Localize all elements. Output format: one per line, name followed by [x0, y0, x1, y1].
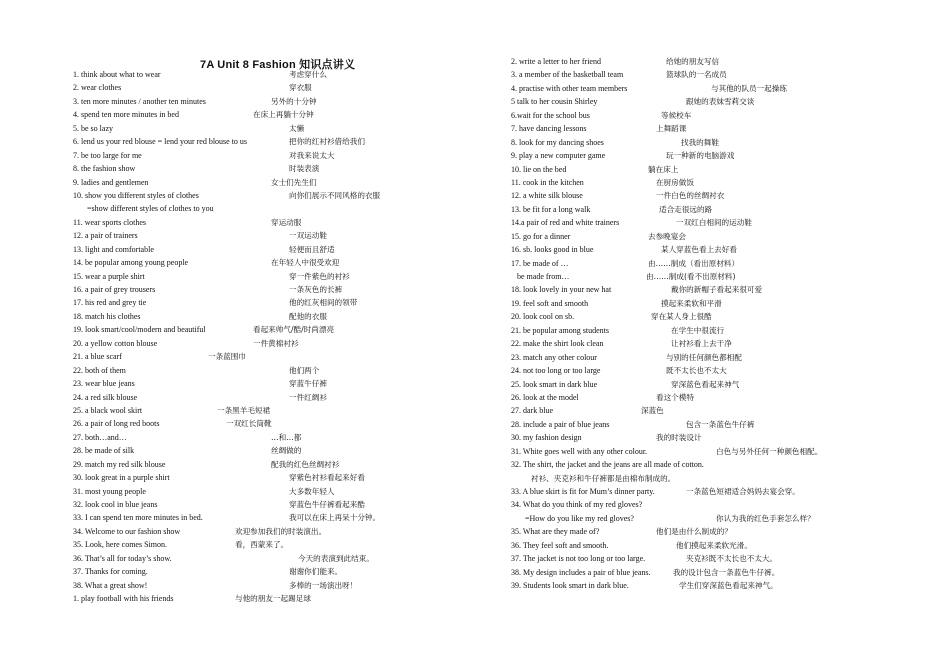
list-item	[73, 525, 473, 538]
phrase-zh: 另外的十分钟	[271, 96, 317, 106]
phrase-zh: 去参晚宴会	[648, 231, 686, 241]
list-item	[73, 270, 473, 283]
phrase-zh: 篮球队的一名成员	[666, 70, 727, 80]
phrase-en: 5 talk to her cousin Shirley	[511, 97, 598, 107]
phrase-en: 7. be too large for me	[73, 150, 142, 160]
phrase-zh: 穿在某人身上很酷	[651, 312, 712, 322]
list-item	[511, 391, 941, 404]
list-item	[73, 431, 473, 444]
list-item	[73, 511, 473, 524]
phrase-zh: 一双运动鞋	[289, 231, 327, 241]
phrase-zh: 看，西蒙来了。	[235, 540, 289, 550]
list-item	[73, 364, 473, 377]
phrase-zh: 穿衣服	[289, 83, 312, 93]
phrase-en: 38. My design includes a pair of blue jeans.	[511, 567, 651, 577]
list-item	[73, 471, 473, 484]
list-item	[511, 95, 941, 108]
phrase-zh: 一双红白相间的运动鞋	[676, 218, 752, 228]
phrase-en: 35. What are they made of?	[511, 527, 600, 537]
list-item	[73, 323, 473, 336]
phrase-en: 32. The shirt, the jacket and the jeans are all made of cotton.	[511, 460, 704, 470]
phrase-en: 14. be popular among young people	[73, 258, 189, 268]
phrase-zh: 向你们展示不同风格的衣服	[289, 190, 381, 200]
phrase-zh: 他们两个	[289, 365, 320, 375]
phrase-zh: 穿一件紫色的衬衫	[289, 271, 350, 281]
phrase-zh: 轻便而且舒适	[289, 244, 335, 254]
phrase-en: 15. go for a dinner	[511, 231, 571, 241]
phrase-en: 15. wear a purple shirt	[73, 271, 145, 281]
list-item	[73, 498, 473, 511]
list-item	[511, 82, 941, 95]
phrase-zh: 配他的衣服	[289, 311, 327, 321]
list-item	[511, 445, 941, 458]
list-item	[73, 162, 473, 175]
phrase-en: 36. They feel soft and smooth.	[511, 540, 609, 550]
phrase-en: 27. dark blue	[511, 406, 553, 416]
phrase-en: 26. a pair of long red boots	[73, 419, 160, 429]
phrase-zh: 夹克衫既不太长也不太大。	[686, 554, 778, 564]
phrase-en: 30. my fashion design	[511, 433, 582, 443]
phrase-en: 10. show you different styles of clothes	[73, 190, 199, 200]
phrase-en: 18. look lovely in your new hat	[511, 285, 612, 295]
list-item	[73, 538, 473, 551]
phrase-zh: 上舞蹈课	[656, 124, 687, 134]
phrase-en: 19. look smart/cool/modern and beautiful	[73, 325, 206, 335]
phrase-en: 9. ladies and gentlemen	[73, 177, 149, 187]
phrase-zh: 既不太长也不太大	[666, 366, 727, 376]
list-item	[511, 525, 941, 538]
phrase-zh: 他们是由什么制成的？	[656, 527, 732, 537]
phrase-en: 16. a pair of grey trousers	[73, 285, 156, 294]
phrase-en: 11. wear sports clothes	[73, 217, 147, 227]
phrase-zh: 太懒	[289, 123, 305, 133]
list-item	[511, 404, 941, 417]
phrase-en: 26. look at the model	[511, 392, 579, 402]
list-item	[511, 283, 941, 296]
phrase-zh: 一条蓝围巾	[208, 352, 246, 362]
phrase-zh: 丝绸做的	[271, 446, 302, 456]
phrase-en: 14.a pair of red and white trainers	[511, 218, 620, 228]
phrase-zh: 由……制成(看不出原材料)	[646, 272, 736, 281]
left-column	[73, 68, 473, 606]
phrase-zh: 穿紫色衬衫看起来好看	[289, 473, 365, 483]
phrase-en: 3. ten more minutes / another ten minutes	[73, 96, 206, 106]
phrase-zh: 包含一条蓝色牛仔裤	[686, 419, 755, 429]
list-item	[511, 122, 941, 135]
list-item	[73, 337, 473, 350]
phrase-en: 2. wear clothes	[73, 83, 122, 93]
phrase-en: 10. lie on the bed	[511, 164, 567, 174]
phrase-en: =show different styles of clothes to you	[87, 204, 214, 214]
phrase-zh: 某人穿蓝色看上去好看	[661, 245, 737, 255]
list-item	[73, 417, 473, 430]
phrase-en: 29. match my red silk blouse	[73, 459, 166, 469]
phrase-zh: 摸起来柔软和平滑	[661, 298, 722, 308]
list-item	[511, 418, 941, 431]
phrase-zh: 一件黄棉衬衫	[253, 338, 299, 348]
phrase-en: 30. look great in a purple shirt	[73, 473, 170, 483]
phrase-zh: 一条蓝色短裙适合妈妈去宴会穿。	[686, 487, 800, 496]
phrase-en: 20. look cool on sb.	[511, 312, 575, 322]
phrase-en: 1. think about what to wear	[73, 70, 161, 79]
phrase-zh: 一条黑羊毛短裙	[217, 405, 271, 415]
phrase-en: 22. make the shirt look clean	[511, 339, 604, 349]
phrase-en: 4. practise with other team members	[511, 83, 628, 93]
phrase-en: 13. be fit for a long walk	[511, 204, 591, 214]
phrase-zh: 看起来帅气/酷/时尚漂亮	[253, 325, 335, 335]
phrase-zh: 在厨房做饭	[656, 177, 694, 187]
list-item	[73, 377, 473, 390]
list-item	[511, 55, 941, 68]
phrase-zh: 跟她的表妹雪莉交谈	[686, 97, 755, 107]
phrase-en: 17. be made of …	[511, 258, 569, 268]
phrase-en: 2. write a letter to her friend	[511, 57, 601, 66]
list-item	[73, 108, 473, 121]
phrase-en: 6.wait for the school bus	[511, 110, 590, 120]
phrase-en: 20. a yellow cotton blouse	[73, 338, 158, 348]
phrase-en: 11. cook in the kitchen	[511, 177, 584, 187]
phrase-en: 9. play a new computer game	[511, 151, 606, 161]
phrase-zh: 与别的任何颜色都相配	[666, 352, 742, 362]
phrase-en: 37. The jacket is not too long or too large.	[511, 554, 646, 564]
list-item	[73, 296, 473, 309]
phrase-zh: 把你的红衬衫借给我们	[289, 137, 365, 147]
phrase-zh: 他们摸起来柔软光滑。	[676, 540, 752, 550]
list-item	[511, 68, 941, 81]
list-item	[73, 458, 473, 471]
list-item	[73, 202, 473, 215]
phrase-en: 24. a red silk blouse	[73, 392, 138, 402]
phrase-zh: 对我来说太大	[289, 150, 335, 160]
phrase-en: 38. What a great show!	[73, 580, 148, 590]
phrase-zh: 我的设计包含一条蓝色牛仔裤。	[673, 567, 780, 577]
phrase-en: 36. That’s all for today’s show.	[73, 553, 172, 563]
list-item	[511, 310, 941, 323]
phrase-en: =How do you like my red gloves?	[525, 513, 634, 523]
list-item	[511, 351, 941, 364]
list-item	[511, 579, 941, 592]
phrase-en: 34. What do you think of my red gloves?	[511, 500, 643, 510]
phrase-en: 8. the fashion show	[73, 164, 136, 174]
phrase-zh: 穿深蓝色看起来神气	[671, 379, 740, 389]
list-item	[73, 565, 473, 578]
phrase-zh: 穿运动服	[271, 217, 302, 227]
list-item	[511, 512, 941, 525]
phrase-zh: 深蓝色	[641, 406, 664, 416]
phrase-en: 37. Thanks for coming.	[73, 567, 148, 577]
list-item	[73, 350, 473, 363]
list-item	[511, 485, 941, 498]
phrase-en: 27. both…and…	[73, 432, 127, 442]
phrase-zh: …和…都	[271, 432, 302, 442]
page-title: 7A Unit 8 Fashion 知识点讲义	[200, 59, 356, 71]
phrase-en: 5. be so lazy	[73, 123, 113, 133]
list-item	[511, 189, 941, 202]
list-item	[511, 498, 941, 511]
list-item	[511, 203, 941, 216]
phrase-zh: 谢谢你们能来。	[289, 567, 343, 577]
list-item	[73, 216, 473, 229]
phrase-zh: 大多数年轻人	[289, 486, 335, 496]
phrase-en: 24. not too long or too large	[511, 366, 601, 376]
phrase-zh: 他的红灰相间的领带	[289, 298, 358, 308]
list-item	[73, 256, 473, 269]
phrase-zh: 找我的舞鞋	[681, 137, 719, 147]
list-item	[511, 431, 941, 444]
phrase-zh: 女士们先生们	[271, 177, 317, 187]
list-item	[73, 592, 473, 605]
phrase-en: 25. look smart in dark blue	[511, 379, 598, 389]
list-item	[73, 122, 473, 135]
list-item	[511, 566, 941, 579]
phrase-zh: 我可以在床上再呆十分钟。	[289, 513, 381, 523]
phrase-en: 31. White goes well with any other colour.	[511, 446, 648, 456]
phrase-en: 25. a black wool skirt	[73, 405, 143, 415]
list-item	[73, 404, 473, 417]
phrase-zh: 等候校车	[661, 110, 692, 120]
phrase-en: 3. a member of the basketball team	[511, 70, 624, 80]
list-item	[511, 149, 941, 162]
phrase-zh: 躺在床上	[648, 164, 679, 174]
phrase-en: 34. Welcome to our fashion show	[73, 526, 181, 536]
phrase-zh: 穿蓝牛仔裤	[289, 379, 327, 389]
list-item	[73, 229, 473, 242]
phrase-en: 35. Look, here comes Simon.	[73, 540, 167, 550]
list-item	[73, 189, 473, 202]
phrase-en: be made from…	[517, 272, 570, 281]
phrase-zh: 我的时装设计	[656, 433, 702, 443]
list-item	[73, 310, 473, 323]
list-item	[511, 324, 941, 337]
phrase-zh: 在年轻人中很受欢迎	[271, 258, 340, 268]
list-item	[511, 163, 941, 176]
phrase-zh: 一条灰色的长裤	[289, 285, 343, 294]
list-item	[73, 485, 473, 498]
list-item	[73, 135, 473, 148]
list-item	[511, 136, 941, 149]
list-item	[73, 149, 473, 162]
phrase-en: 23. wear blue jeans	[73, 379, 135, 389]
phrase-zh: 一件红绸衫	[289, 392, 327, 402]
list-item	[511, 257, 941, 270]
phrase-en: 12. a pair of trainers	[73, 231, 138, 241]
phrase-en: 33. A blue skirt is fit for Mum’s dinner party.	[511, 487, 655, 496]
phrase-zh: 给她的朋友写信	[666, 57, 720, 66]
list-item	[511, 539, 941, 552]
phrase-zh: 欢迎参加我们的时装演出。	[235, 526, 327, 536]
phrase-en: 31. most young people	[73, 486, 146, 496]
phrase-zh: 学生们穿深蓝色看起来神气。	[679, 581, 778, 591]
phrase-en: 13. light and comfortable	[73, 244, 154, 254]
list-item	[511, 337, 941, 350]
phrase-en: 18. match his clothes	[73, 311, 141, 321]
phrase-en: 39. Students look smart in dark blue.	[511, 581, 629, 591]
phrase-en: 19. feel soft and smooth	[511, 298, 589, 308]
phrase-en: 23. match any other colour	[511, 352, 597, 362]
phrase-en: 21. be popular among students	[511, 325, 609, 335]
list-item	[511, 378, 941, 391]
phrase-zh: 白色与另外任何一种颜色相配。	[716, 446, 823, 456]
phrase-en: 4. spend ten more minutes in bed	[73, 110, 179, 120]
phrase-en: 8. look for my dancing shoes	[511, 137, 604, 147]
phrase-zh: 衬衫、夹克衫和牛仔裤都是由棉布制成的。	[531, 473, 676, 483]
phrase-zh: 与其他的队员一起操练	[711, 83, 787, 93]
list-item	[511, 552, 941, 565]
phrase-en: 7. have dancing lessons	[511, 124, 587, 134]
phrase-zh: 今天的表演到此结束。	[298, 553, 374, 563]
list-item	[73, 243, 473, 256]
phrase-en: 6. lend us your red blouse = lend your red blouse to us	[73, 137, 248, 147]
list-item	[511, 472, 941, 485]
phrase-zh: 多棒的一场演出呀！	[289, 580, 358, 590]
list-item	[511, 109, 941, 122]
list-item	[73, 391, 473, 404]
list-item	[73, 552, 473, 565]
phrase-en: 22. both of them	[73, 365, 126, 375]
phrase-zh: 适合走很远的路	[659, 204, 713, 214]
phrase-en: 17. his red and grey tie	[73, 298, 147, 308]
list-item	[511, 216, 941, 229]
phrase-en: 1. play football with his friends	[73, 594, 174, 604]
phrase-zh: 时装表演	[289, 164, 320, 174]
list-item	[73, 176, 473, 189]
phrase-en: 16. sb. looks good in blue	[511, 245, 594, 255]
list-item	[511, 176, 941, 189]
phrase-zh: 考虑穿什么	[289, 70, 327, 79]
phrase-zh: 让衬衫看上去干净	[671, 339, 732, 349]
list-item	[511, 230, 941, 243]
list-item	[511, 297, 941, 310]
phrase-zh: 在床上再躺十分钟	[253, 110, 314, 120]
phrase-en: 28. be made of silk	[73, 446, 135, 456]
list-item	[511, 364, 941, 377]
phrase-en: 21. a blue scarf	[73, 352, 122, 362]
list-item	[73, 283, 473, 296]
list-item	[511, 243, 941, 256]
phrase-zh: 玩一种新的电脑游戏	[666, 151, 735, 161]
right-column	[511, 55, 941, 593]
list-item	[73, 444, 473, 457]
list-item	[73, 68, 473, 81]
phrase-zh: 戴你的新帽子看起来很可爱	[671, 285, 763, 295]
phrase-zh: 一双红长筒靴	[226, 419, 272, 429]
phrase-zh: 在学生中很流行	[671, 325, 725, 335]
phrase-zh: 由……制成（看出原材料）	[648, 258, 740, 268]
phrase-zh: 与他的朋友一起踢足球	[235, 594, 311, 604]
list-item	[511, 458, 941, 471]
phrase-zh: 穿蓝色牛仔裤看起来酷	[289, 500, 365, 509]
phrase-en: 28. include a pair of blue jeans	[511, 419, 610, 429]
list-item	[73, 579, 473, 592]
list-item	[73, 81, 473, 94]
phrase-zh: 看这个模特	[656, 392, 694, 402]
phrase-en: 33. I can spend ten more minutes in bed.	[73, 513, 203, 523]
list-item	[73, 95, 473, 108]
phrase-zh: 你认为我的红色手套怎么样？	[716, 513, 815, 523]
phrase-zh: 配我的红色丝绸衬衫	[271, 459, 340, 469]
phrase-zh: 一件白色的丝绸衬衣	[656, 191, 725, 201]
phrase-en: 32. look cool in blue jeans	[73, 500, 158, 509]
phrase-en: 12. a white silk blouse	[511, 191, 583, 201]
list-item	[511, 270, 941, 283]
